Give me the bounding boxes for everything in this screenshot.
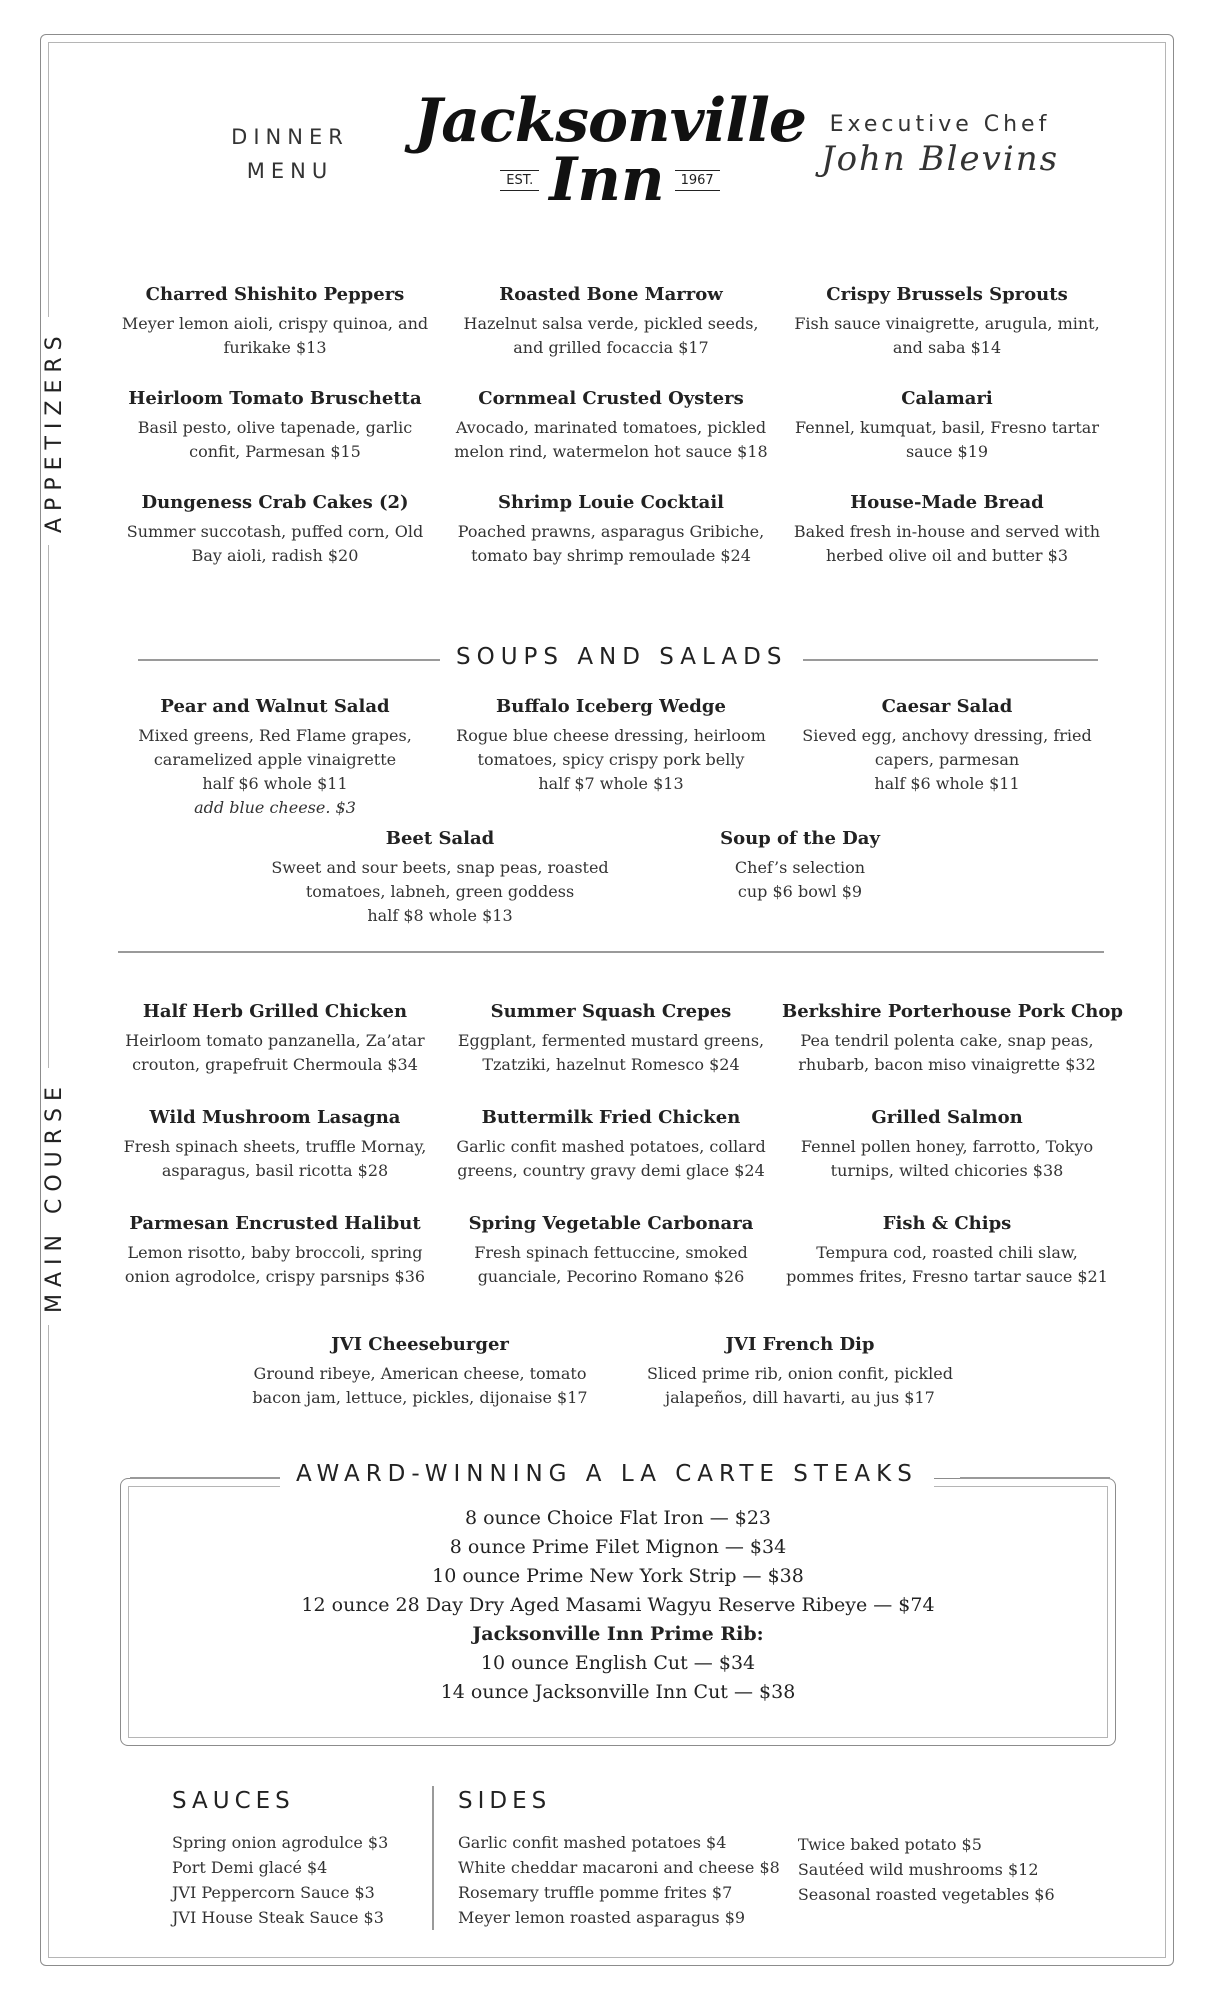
menu-item: [110, 1211, 440, 1289]
item-desc: Sieved egg, anchovy dressing, fried capers, parmesan: [802, 726, 1092, 769]
sauces-list: [172, 1830, 422, 1930]
menu-item: [446, 999, 776, 1077]
sides-list-col1: [458, 1830, 780, 1930]
item-desc: Summer succotash, puffed corn, Old Bay aioli, radish $20: [126, 522, 424, 565]
item-name: Spring Vegetable Carbonara: [468, 1213, 754, 1234]
list-item: JVI Peppercorn Sauce $3: [172, 1883, 375, 1902]
item-price: half $6 whole $11: [202, 774, 348, 793]
item-name: JVI Cheeseburger: [331, 1334, 509, 1355]
sides-section: [458, 1788, 1118, 1930]
item-desc: Fennel pollen honey, farrotto, Tokyo turnips, wilted chicories $38: [800, 1137, 1094, 1180]
menu-item: [782, 386, 1112, 464]
item-price: half $8 whole $13: [367, 906, 513, 925]
item-name: House-Made Bread: [850, 492, 1044, 513]
menu-item: [446, 694, 776, 820]
item-name: Soup of the Day: [720, 828, 880, 849]
item-name: Charred Shishito Peppers: [145, 284, 405, 305]
list-item: Seasonal roasted vegetables $6: [797, 1885, 1055, 1904]
menu-item: [110, 999, 440, 1077]
sauces-title: SAUCES: [172, 1788, 295, 1814]
item-price: cup $6 bowl $9: [737, 882, 863, 901]
steaks-rule-right: [960, 1477, 1110, 1479]
list-item: Rosemary truffle pomme frites $7: [458, 1883, 733, 1902]
steak-line: 12 ounce 28 Day Dry Aged Masami Wagyu Reserve Ribeye — $74: [301, 1594, 935, 1616]
item-desc: Sliced prime rib, onion confit, pickled jalapeños, dill havarti, au jus $17: [647, 1364, 953, 1407]
steak-line: 10 ounce Prime New York Strip — $38: [432, 1565, 804, 1587]
steaks-rule-left: [130, 1477, 280, 1479]
item-desc: Eggplant, fermented mustard greens, Tzatziki, hazelnut Romesco $24: [457, 1031, 765, 1074]
item-desc: Meyer lemon aioli, crispy quinoa, and furikake $13: [121, 314, 429, 357]
chef-credit: [820, 112, 1060, 179]
menu-item: [110, 386, 440, 464]
item-name: Buffalo Iceberg Wedge: [496, 696, 726, 717]
restaurant-logo: [400, 88, 820, 228]
item-desc: Lemon risotto, baby broccoli, spring onion agrodolce, crispy parsnips $36: [124, 1243, 426, 1286]
menu-item: [270, 826, 610, 928]
main-course-grid: [110, 999, 1123, 1289]
dinner-menu-label: DINNER MENU: [231, 125, 349, 183]
salads-grid: [110, 694, 1112, 820]
item-name: Half Herb Grilled Chicken: [142, 1001, 408, 1022]
item-name: Roasted Bone Marrow: [499, 284, 723, 305]
menu-item: [110, 694, 440, 820]
menu-item: [446, 386, 776, 464]
item-desc: Basil pesto, olive tapenade, garlic confit, Parmesan $15: [137, 418, 413, 461]
steaks-title: AWARD-WINNING A LA CARTE STEAKS: [280, 1461, 934, 1487]
item-name: Buttermilk Fried Chicken: [481, 1107, 741, 1128]
item-desc: Chef’s selection: [734, 858, 866, 877]
item-price: half $7 whole $13: [538, 774, 684, 793]
item-desc: Tempura cod, roasted chili slaw, pommes frites, Fresno tartar sauce $21: [786, 1243, 1108, 1286]
menu-item: [630, 1332, 970, 1410]
item-name: Grilled Salmon: [871, 1107, 1023, 1128]
item-desc: Rogue blue cheese dressing, heirloom tomatoes, spicy crispy pork belly: [456, 726, 766, 769]
sauces-section: [172, 1788, 422, 1930]
menu-item: [240, 1332, 600, 1410]
item-desc: Poached prawns, asparagus Gribiche, tomato bay shrimp remoulade $24: [457, 522, 765, 565]
list-item: White cheddar macaroni and cheese $8: [458, 1858, 780, 1877]
appetizers-grid: [110, 282, 1112, 568]
main-divider: [118, 951, 1104, 953]
item-desc: Fresh spinach sheets, truffle Mornay, asparagus, basil ricotta $28: [123, 1137, 427, 1180]
item-desc: Mixed greens, Red Flame grapes, caramelized apple vinaigrette: [138, 726, 412, 769]
menu-item: [446, 1211, 776, 1289]
logo-year: 1967: [675, 170, 720, 191]
item-desc: Sweet and sour beets, snap peas, roasted tomatoes, labneh, green goddess: [271, 858, 609, 901]
list-item: JVI House Steak Sauce $3: [172, 1908, 384, 1927]
steak-line: 10 ounce English Cut — $34: [480, 1652, 756, 1674]
item-desc: Fish sauce vinaigrette, arugula, mint, and saba $14: [794, 314, 1100, 357]
menu-item: [782, 694, 1112, 820]
sides-columns: [458, 1830, 1118, 1930]
sauces-sides-divider: [432, 1786, 434, 1930]
menu-item: [446, 282, 776, 360]
item-name: Summer Squash Crepes: [490, 1001, 732, 1022]
item-name: Berkshire Porterhouse Pork Chop: [782, 1001, 1123, 1022]
item-desc: Fresh spinach fettuccine, smoked guanciale, Pecorino Romano $26: [474, 1243, 748, 1286]
menu-item: [110, 1105, 440, 1183]
item-name: Caesar Salad: [881, 696, 1013, 717]
item-desc: Baked fresh in-house and served with herbed olive oil and butter $3: [793, 522, 1101, 565]
prime-rib-title: Jacksonville Inn Prime Rib:: [472, 1623, 764, 1645]
item-name: Calamari: [901, 388, 993, 409]
list-item: Sautéed wild mushrooms $12: [797, 1860, 1039, 1879]
soups-salads-title: SOUPS AND SALADS: [440, 644, 803, 670]
item-desc: Garlic confit mashed potatoes, collard greens, country gravy demi glace $24: [456, 1137, 766, 1180]
item-desc: Heirloom tomato panzanella, Za’atar crouton, grapefruit Chermoula $34: [125, 1031, 425, 1074]
item-desc: Hazelnut salsa verde, pickled seeds, and grilled focaccia $17: [463, 314, 759, 357]
menu-item: [782, 999, 1123, 1077]
item-name: Pear and Walnut Salad: [160, 696, 390, 717]
item-desc: Ground ribeye, American cheese, tomato bacon jam, lettuce, pickles, dijonaise $17: [252, 1364, 588, 1407]
menu-item: [446, 490, 776, 568]
item-note: add blue cheese. $3: [194, 798, 356, 817]
sides-list-col2: [798, 1832, 1055, 1930]
menu-item: [782, 490, 1112, 568]
logo-est: EST.: [500, 170, 539, 191]
list-item: Meyer lemon roasted asparagus $9: [458, 1908, 746, 1927]
menu-item: [782, 282, 1112, 360]
item-name: Cornmeal Crusted Oysters: [478, 388, 744, 409]
steaks-list: [120, 1504, 1116, 1707]
item-name: Fish & Chips: [882, 1213, 1012, 1234]
item-desc: Fennel, kumquat, basil, Fresno tartar sauce $19: [794, 418, 1099, 461]
chef-signature: John Blevins: [820, 139, 1060, 179]
list-item: Spring onion agrodulce $3: [172, 1833, 389, 1852]
menu-item: [650, 826, 950, 904]
item-desc: Avocado, marinated tomatoes, pickled melon rind, watermelon hot sauce $18: [454, 418, 768, 461]
item-name: Shrimp Louie Cocktail: [497, 492, 725, 513]
item-name: Wild Mushroom Lasagna: [149, 1107, 401, 1128]
list-item: Port Demi glacé $4: [172, 1858, 328, 1877]
logo-name: Jacksonville: [413, 86, 807, 156]
menu-item: [782, 1105, 1112, 1183]
steak-line: 14 ounce Jacksonville Inn Cut — $38: [440, 1681, 796, 1703]
list-item: Twice baked potato $5: [797, 1835, 982, 1854]
steak-line: 8 ounce Prime Filet Mignon — $34: [449, 1536, 787, 1558]
item-name: Beet Salad: [385, 828, 495, 849]
item-name: JVI French Dip: [725, 1334, 875, 1355]
menu-item: [110, 282, 440, 360]
sides-title: SIDES: [458, 1788, 552, 1814]
menu-item: [446, 1105, 776, 1183]
logo-row: [400, 145, 820, 215]
item-name: Parmesan Encrusted Halibut: [129, 1213, 421, 1234]
steak-line: 8 ounce Choice Flat Iron — $23: [464, 1507, 772, 1529]
chef-title: Executive Chef: [829, 112, 1051, 137]
item-price: half $6 whole $11: [874, 774, 1020, 793]
item-desc: Pea tendril polenta cake, snap peas, rhubarb, bacon miso vinaigrette $32: [798, 1031, 1096, 1074]
item-name: Heirloom Tomato Bruschetta: [128, 388, 422, 409]
main-course-side-label: MAIN COURSE: [42, 1068, 67, 1325]
logo-inn: Inn: [549, 145, 665, 215]
list-item: Garlic confit mashed potatoes $4: [458, 1833, 727, 1852]
appetizers-side-label: APPETIZERS: [42, 317, 67, 545]
menu-item: [782, 1211, 1112, 1289]
menu-item: [110, 490, 440, 568]
item-name: Dungeness Crab Cakes (2): [141, 492, 409, 513]
item-name: Crispy Brussels Sprouts: [826, 284, 1068, 305]
